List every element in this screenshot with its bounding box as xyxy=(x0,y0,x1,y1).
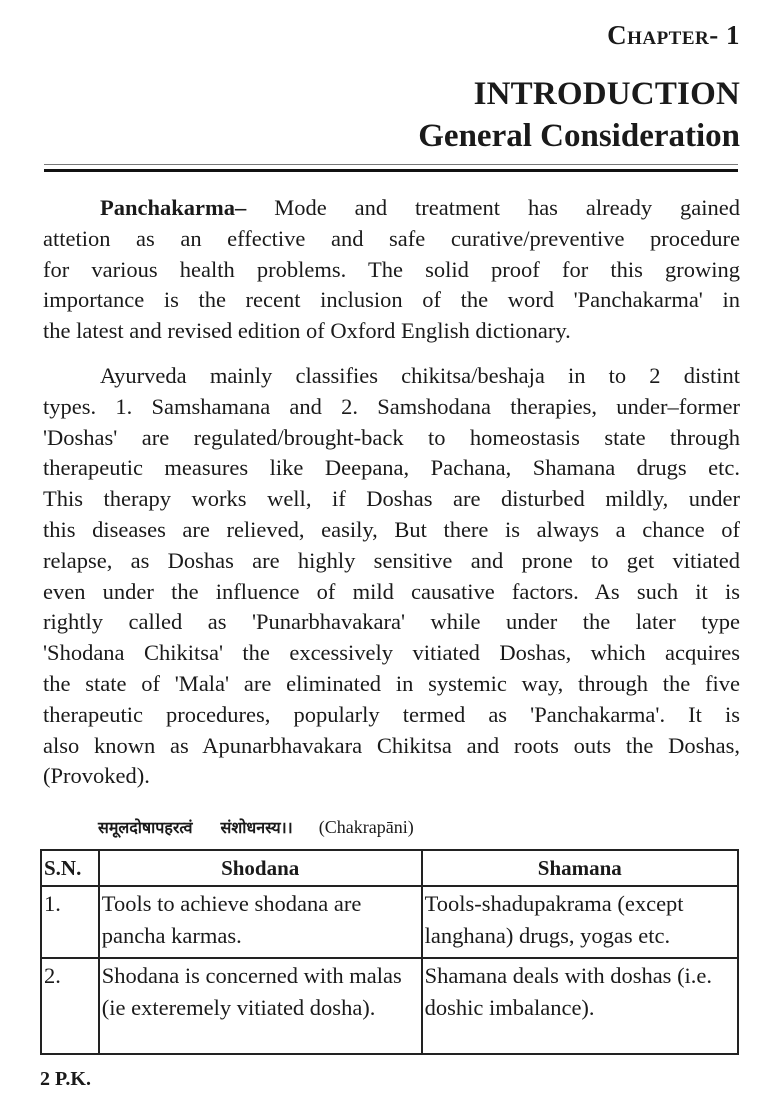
shodana-shamana-table xyxy=(40,849,739,1055)
paragraph-line: therapeutic procedures, popularly termed as 'Panchakarma'. It is xyxy=(43,701,740,727)
paragraph-line: 'Shodana Chikitsa' the excessively vitiated Doshas, which acquires xyxy=(43,640,740,666)
paragraph-line: Panchakarma– Mode and treatment has already gained xyxy=(100,195,740,220)
header-rule-thick xyxy=(44,169,738,172)
sloka-part-1: समूलदोषापहरत्वं xyxy=(98,818,193,837)
header-sn: S.N. xyxy=(41,850,99,886)
header-shodana: Shodana xyxy=(99,850,422,886)
paragraph-line: attetion as an effective and safe curative/preventive procedure xyxy=(43,225,740,251)
paragraph-line: 'Doshas' are regulated/brought-back to homeostasis state through xyxy=(43,424,740,450)
cell-shamana: Tools-shadupakrama (except langhana) drugs, yogas etc. xyxy=(422,886,738,958)
table-row xyxy=(41,958,738,1054)
sanskrit-quote xyxy=(98,816,414,838)
sloka-part-2: संशोधनस्य।। xyxy=(220,818,293,837)
chapter-label: Chapter- 1 xyxy=(607,20,740,50)
cell-sn: 2. xyxy=(41,958,99,1054)
paragraph-line: even under the influence of mild causative factors. As such it is xyxy=(43,578,740,604)
cell-shamana: Shamana deals with doshas (i.e. doshic imbalance). xyxy=(422,958,738,1054)
paragraph-line: This therapy works well, if Doshas are disturbed mildly, under xyxy=(43,486,740,512)
paragraph-intro xyxy=(43,193,740,347)
paragraph-line: the state of 'Mala' are eliminated in systemic way, through the five xyxy=(43,670,740,696)
cell-sn: 1. xyxy=(41,886,99,958)
chapter-subtitle: General Consideration xyxy=(418,118,740,154)
paragraph-line: this diseases are relieved, easily, But there is always a chance of xyxy=(43,516,740,542)
paragraph-line: therapeutic measures like Deepana, Pachana, Shamana drugs etc. xyxy=(43,455,740,481)
paragraph-line: also known as Apunarbhavakara Chikitsa and roots outs the Doshas, xyxy=(43,732,740,758)
header-shamana: Shamana xyxy=(422,850,738,886)
paragraph-line: types. 1. Samshamana and 2. Samshodana therapies, under–former xyxy=(43,393,740,419)
chapter-title: INTRODUCTION xyxy=(473,76,740,112)
sloka-source: (Chakrapāni) xyxy=(318,817,414,837)
paragraph-line: the latest and revised edition of Oxford English dictionary. xyxy=(43,318,571,344)
paragraph-line: importance is the recent inclusion of the word 'Panchakarma' in xyxy=(43,287,740,313)
lead-term: Panchakarma– xyxy=(100,195,247,220)
table-row xyxy=(41,886,738,958)
paragraph-line: Ayurveda mainly classifies chikitsa/beshaja in to 2 distint xyxy=(100,363,740,388)
table-header-row xyxy=(41,850,738,886)
paragraph-line: rightly called as 'Punarbhavakara' while under the later type xyxy=(43,609,740,635)
cell-shodana: Tools to achieve shodana are pancha karmas. xyxy=(99,886,422,958)
paragraph-classification xyxy=(43,361,740,792)
paragraph-line: for various health problems. The solid proof for this growing xyxy=(43,256,740,282)
cell-shodana: Shodana is concerned with malas (ie exteremely vitiated dosha). xyxy=(99,958,422,1054)
paragraph-line: (Provoked). xyxy=(43,763,150,789)
header-rule-thin xyxy=(44,164,738,165)
paragraph-line: relapse, as Doshas are highly sensitive and prone to get vitiated xyxy=(43,547,740,573)
page-signature: 2 P.K. xyxy=(40,1068,91,1090)
